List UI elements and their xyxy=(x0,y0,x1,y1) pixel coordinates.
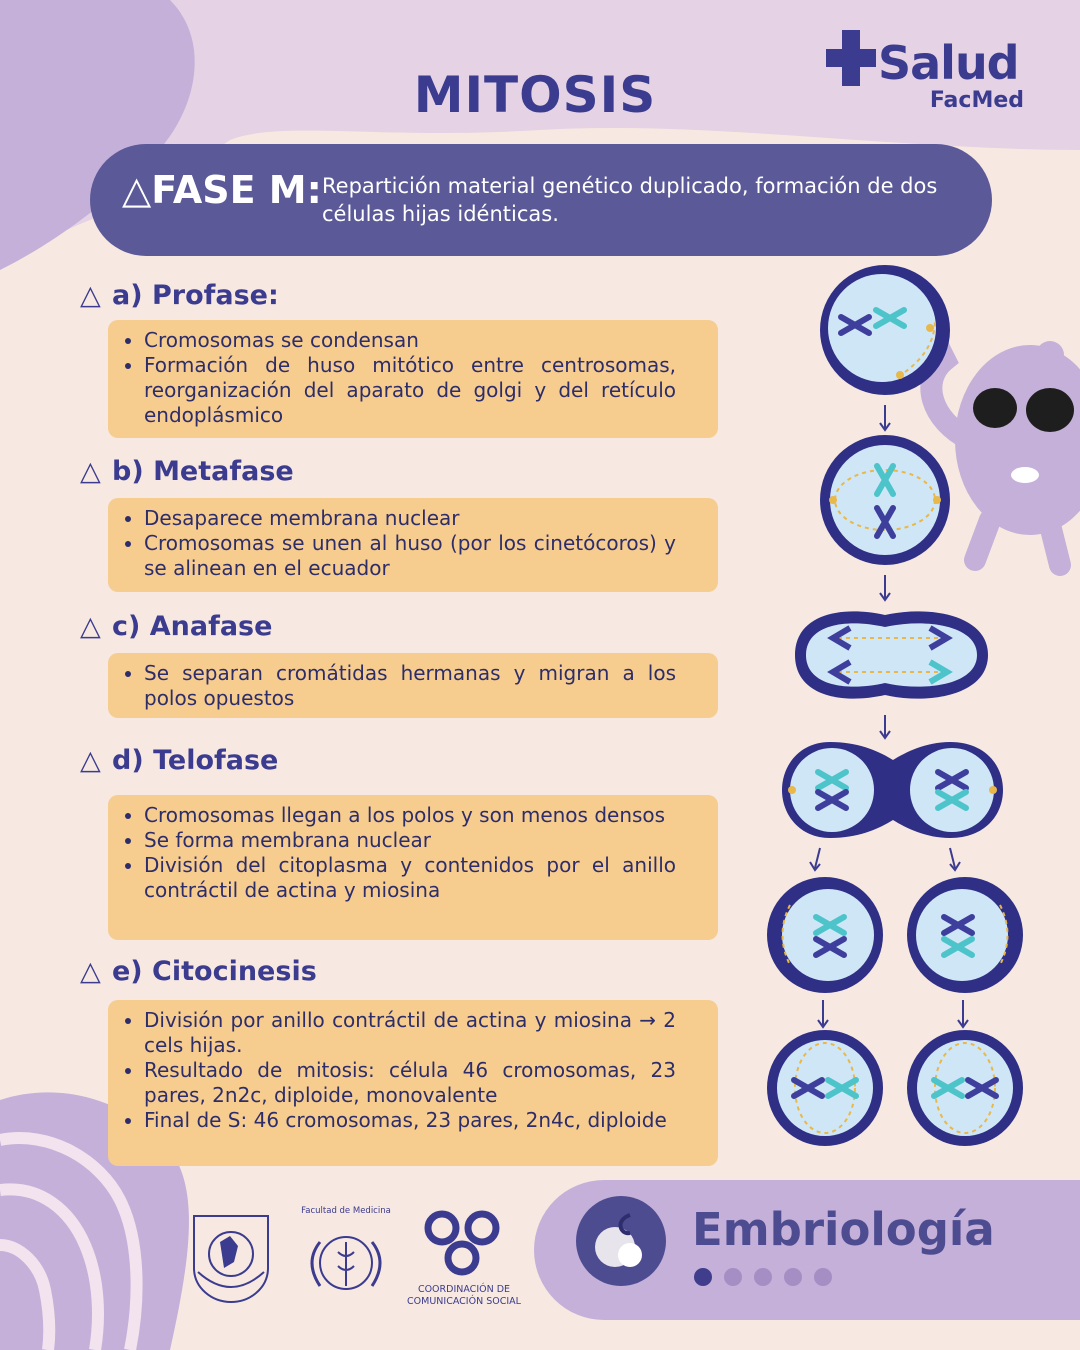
subject-title: Embriología xyxy=(692,1203,995,1256)
coordinacion-label: COORDINACIÓN DE COMUNICACIÓN SOCIAL xyxy=(407,1284,521,1307)
fase-m-label: FASE M: xyxy=(151,168,322,212)
list-item: • Cromosomas se condensan xyxy=(144,328,676,353)
embriologia-icon xyxy=(575,1195,667,1287)
phase-label: c) Anafase xyxy=(112,611,273,642)
list-item: • Formación de huso mitótico entre centrosomas, reorganización del aparato de golgi y del retículo endoplásmico xyxy=(144,353,676,428)
cell-anafase-illustration xyxy=(795,611,988,698)
pagination-dot[interactable] xyxy=(724,1268,742,1286)
triangle-icon: △ xyxy=(80,456,101,487)
cell-citocinesis-illustration-right xyxy=(907,877,1023,993)
phase-label: b) Metafase xyxy=(112,456,294,487)
triangle-icon: △ xyxy=(80,956,101,987)
daughter-cell-left xyxy=(767,1030,883,1146)
phase-label: a) Profase: xyxy=(112,280,279,311)
cell-telofase-illustration xyxy=(782,742,1003,838)
logo-sub: FacMed xyxy=(929,88,1024,113)
list-item: • Cromosomas llegan a los polos y son menos densos xyxy=(144,803,676,828)
triangle-icon: △ xyxy=(80,280,101,311)
coordinacion-logo-icon xyxy=(422,1208,502,1280)
list-item: • Se separan cromátidas hermanas y migran a los polos opuestos xyxy=(144,661,676,711)
list-item: • Se forma membrana nuclear xyxy=(144,828,676,853)
list-item: • Desaparece membrana nuclear xyxy=(144,506,676,531)
facultad-label: Facultad de Medicina xyxy=(301,1206,391,1216)
triangle-icon: △ xyxy=(122,168,152,212)
list-item: • División por anillo contráctil de actina y miosina → 2 cels hijas. xyxy=(144,1008,676,1058)
list-item: • Final de S: 46 cromosomas, 23 pares, 2n4c, diploide xyxy=(144,1108,676,1133)
phase-label: e) Citocinesis xyxy=(112,956,317,987)
page-title: MITOSIS xyxy=(413,66,657,124)
pagination-dot[interactable] xyxy=(784,1268,802,1286)
pagination-dot[interactable] xyxy=(814,1268,832,1286)
fase-m-description: Repartición material genético duplicado, formación de dos células hijas idénticas. xyxy=(322,174,938,226)
list-item: • Cromosomas se unen al huso (por los cinetócoros) y se alinean en el ecuador xyxy=(144,531,676,581)
list-item: • División del citoplasma y contenidos por el anillo contráctil de actina y miosina xyxy=(144,853,676,903)
phase-label: d) Telofase xyxy=(112,745,279,776)
pagination-dots xyxy=(694,1268,844,1290)
pagination-dot[interactable] xyxy=(694,1268,712,1286)
cell-profase-illustration xyxy=(820,265,950,395)
facmed-crest-icon xyxy=(300,1222,392,1304)
pagination-dot[interactable] xyxy=(754,1268,772,1286)
cell-metafase-illustration xyxy=(820,435,950,565)
cell-citocinesis-illustration-left xyxy=(767,877,883,993)
logo-brand: Salud xyxy=(878,36,1019,90)
triangle-icon: △ xyxy=(80,745,101,776)
daughter-cell-right xyxy=(907,1030,1023,1146)
list-item: • Resultado de mitosis: célula 46 cromosomas, 23 pares, 2n2c, diploide, monovalente xyxy=(144,1058,676,1108)
cell-mascot-illustration xyxy=(930,330,1080,565)
triangle-icon: △ xyxy=(80,611,101,642)
unam-crest-icon xyxy=(188,1212,274,1304)
